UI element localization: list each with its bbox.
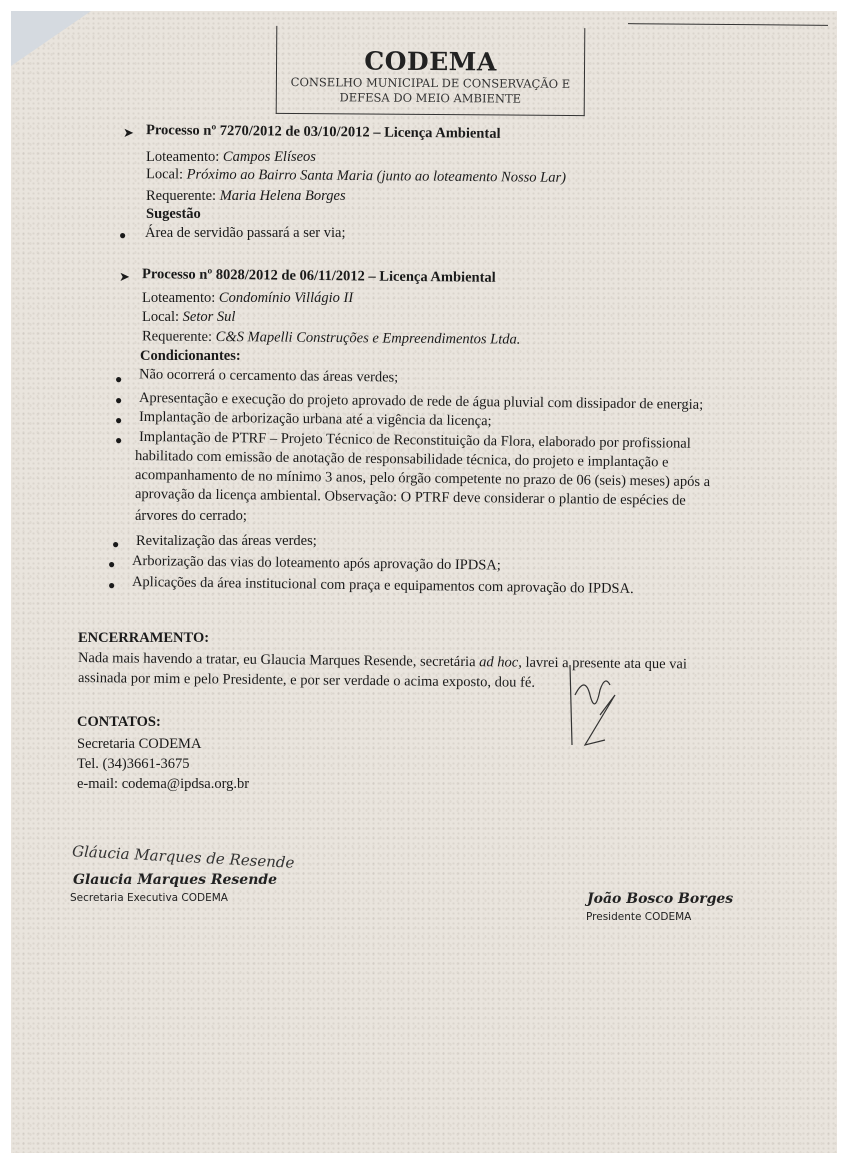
- value: Condomínio Villágio II: [218, 290, 354, 306]
- process-2-item: Implantação de PTRF – Projeto Técnico de Reconstituição da Flora, elaborado por profissional: [138, 429, 691, 452]
- process-2-loteamento: [142, 290, 353, 307]
- letterhead-subtitle-1: CONSELHO MUNICIPAL DE CONSERVAÇÃO E: [290, 75, 571, 91]
- process-2-item-continued: aprovação da licença ambiental. Observação: O PTRF deve considerar o plantio de espécies de: [134, 486, 686, 509]
- secretary-role: Secretaria Executiva CODEMA: [70, 892, 228, 904]
- label: Requerente:: [146, 188, 217, 204]
- contacts-heading: CONTATOS:: [77, 714, 161, 730]
- contacts-email: e-mail: codema@ipdsa.org.br: [77, 776, 250, 792]
- arrow-bullet-icon: ➤: [123, 125, 134, 140]
- bullet-icon: ●: [115, 372, 123, 386]
- bullet-icon: ●: [119, 228, 127, 242]
- process-2-item: Aplicações da área institucional com praça e equipamentos com aprovação do IPDSA.: [131, 574, 634, 598]
- process-1-loteamento: [146, 149, 316, 166]
- contacts-phone: Tel. (34)3661-3675: [77, 756, 190, 772]
- process-1-local: [146, 166, 566, 187]
- process-2-local: [142, 309, 235, 326]
- value: Maria Helena Borges: [219, 188, 346, 204]
- letterhead-title: CODEMA: [364, 46, 497, 77]
- label: Requerente:: [141, 328, 213, 345]
- process-2-item-continued: habilitado com emissão de anotação de responsabilidade técnica, do projeto e implantação e: [134, 448, 669, 471]
- text-italic: ad hoc: [479, 654, 519, 671]
- process-1-title: Processo nº 7270/2012 de 03/10/2012 – Licença Ambiental: [145, 122, 501, 142]
- closing-heading: ENCERRAMENTO:: [78, 630, 210, 646]
- president-role: Presidente CODEMA: [586, 911, 692, 923]
- text: , lavrei a presente ata que vai: [518, 654, 688, 673]
- process-1-requerente: [146, 188, 346, 205]
- process-2-item: Implantação de arborização urbana até a vigência da licença;: [138, 409, 492, 430]
- bullet-icon: ●: [108, 578, 116, 592]
- process-2-item: Revitalização das áreas verdes;: [136, 533, 317, 549]
- secretary-handwritten-signature: Gláucia Marques de Resende: [71, 842, 295, 872]
- letterhead-box: [276, 26, 586, 116]
- letterhead-subtitle-2: DEFESA DO MEIO AMBIENTE: [339, 90, 522, 106]
- value: C&S Mapelli Construções e Empreendimentos Ltda.: [215, 328, 521, 348]
- label: Loteamento:: [146, 149, 220, 165]
- folded-corner: [11, 11, 91, 66]
- bullet-icon: ●: [115, 393, 123, 407]
- process-2-requerente: [142, 328, 521, 348]
- process-2-section-label: Condicionantes:: [140, 348, 241, 364]
- process-2-item: Não ocorrerá o cercamento das áreas verdes;: [138, 366, 399, 386]
- process-1-item: Área de servidão passará a ser via;: [145, 225, 346, 241]
- value: Setor Sul: [182, 309, 236, 325]
- president-initial-signature: [560, 655, 640, 755]
- president-name: João Bosco Borges: [587, 891, 734, 907]
- process-2-title: Processo nº 8028/2012 de 06/11/2012 – Licença Ambiental: [141, 266, 496, 286]
- closing-line-2: assinada por mim e pelo Presidente, e por ser verdade o acima exposto, dou fé.: [77, 670, 536, 691]
- text: Nada mais havendo a tratar, eu Glaucia Marques Resende, secretária: [77, 650, 480, 671]
- process-2-item: Arborização das vias do loteamento após aprovação do IPDSA;: [131, 553, 501, 574]
- process-2-item: Apresentação e execução do projeto aprovado de rede de água pluvial com dissipador de energia;: [138, 390, 704, 413]
- bullet-icon: ●: [112, 537, 120, 551]
- process-2-item-continued: acompanhamento de no mínimo 3 anos, pelo órgão competente no prazo de 06 (seis) meses) após a: [134, 467, 711, 491]
- label: Local:: [145, 166, 184, 183]
- bullet-icon: ●: [115, 413, 123, 427]
- label: Local:: [142, 309, 180, 325]
- arrow-bullet-icon: ➤: [119, 269, 130, 284]
- bullet-icon: ●: [108, 557, 116, 571]
- process-2-item-continued: árvores do cerrado;: [135, 508, 247, 524]
- process-1-section-label: Sugestão: [146, 206, 201, 222]
- secretary-name: Glaucia Marques Resende: [73, 872, 278, 888]
- contacts-org: Secretaria CODEMA: [77, 736, 202, 752]
- label: Loteamento:: [142, 290, 216, 306]
- value: Próximo ao Bairro Santa Maria (junto ao loteamento Nosso Lar): [186, 166, 567, 186]
- bullet-icon: ●: [115, 433, 123, 447]
- value: Campos Elíseos: [222, 149, 316, 165]
